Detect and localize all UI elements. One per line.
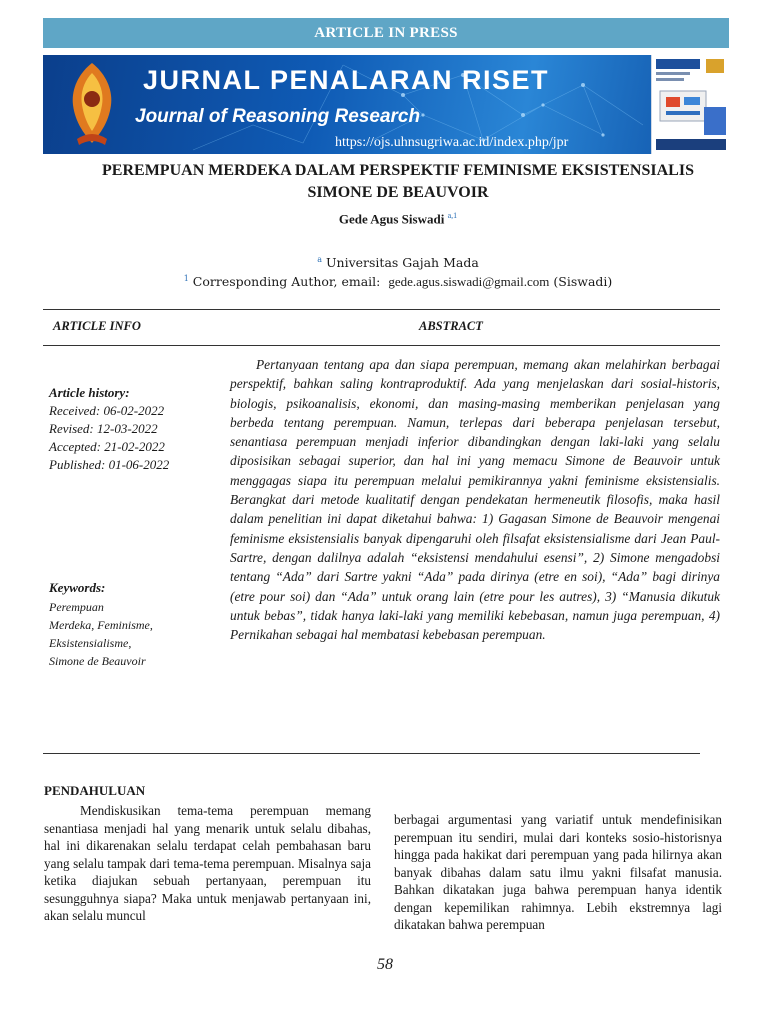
corresponding-name: (Siswadi) bbox=[553, 274, 613, 290]
journal-title: JURNAL PENALARAN RISET bbox=[143, 65, 550, 95]
page-number: 58 bbox=[377, 956, 393, 973]
article-info-heading: ARTICLE INFO bbox=[53, 319, 141, 333]
keywords-label: Keywords: bbox=[49, 580, 106, 595]
keywords-list bbox=[49, 598, 153, 670]
affiliation-line bbox=[60, 255, 736, 270]
corresponding-label: Corresponding Author, email: bbox=[192, 274, 381, 290]
keyword-item: Merdeka, Feminisme, bbox=[49, 618, 153, 632]
paper-title-line-1: PEREMPUAN MERDEKA DALAM PERSPEKTIF FEMINISME EKSISTENSIALIS bbox=[102, 162, 694, 179]
article-history-list bbox=[49, 402, 169, 474]
article-in-press-banner: ARTICLE IN PRESS bbox=[43, 18, 729, 48]
affiliation-name: Universitas Gajah Mada bbox=[325, 255, 479, 271]
article-history-label: Article history: bbox=[49, 385, 130, 400]
journal-banner bbox=[43, 55, 729, 154]
paper-title-line-2: SIMONE DE BEAUVOIR bbox=[307, 184, 489, 201]
corresponding-author-line bbox=[60, 274, 736, 290]
journal-url-link[interactable]: https://ojs.uhnsugriwa.ac.id/index.php/jpr bbox=[335, 135, 569, 150]
author-superscript: a,1 bbox=[447, 211, 458, 220]
divider-abstract-bottom bbox=[43, 753, 700, 754]
affiliation-superscript: a bbox=[317, 255, 322, 264]
journal-subtitle: Journal of Reasoning Research bbox=[135, 106, 421, 127]
keyword-item: Perempuan bbox=[49, 600, 104, 614]
history-received: Received: 06-02-2022 bbox=[49, 403, 165, 418]
history-published: Published: 01-06-2022 bbox=[49, 457, 170, 472]
section-heading-pendahuluan: PENDAHULUAN bbox=[44, 783, 146, 798]
divider-header-bottom bbox=[43, 345, 720, 346]
divider-top bbox=[43, 309, 720, 310]
body-column-right: berbagai argumentasi yang variatif untuk mendefinisikan perempuan itu sendiri, mulai dari konteks sosio-historisnya hingga pada hakikat dari perempuan yang pada hilirnya akan banyak dibahas dalam satu ilmu yakni filsafat manusia. Bahkan dikatakan juga bahwa perempuan hanya identik dengan kepemilikan rahimnya. Lebih ekstremnya lagi dikatakan bahwa perempuan bbox=[394, 812, 722, 932]
author-email-link[interactable]: gede.agus.siswadi@gmail.com bbox=[388, 274, 550, 290]
abstract-text: Pertanyaan tentang apa dan siapa perempuan, memang akan melahirkan berbagai perspektif, bahkan saling kontraproduktif. Ada yang menjelaskan dari sosial-historis, biologis, psikoanalisis, ekonomi, dan masing-masing memberikan penjelasan yang berbeda tentang perempuan. Namun, terlepas dari beberapa penjelasan tersebut, senantiasa perempuan menjadi inferior dibandingkan dengan laki-laki yang selalu diposisikan sebagai superior, dan hal ini yang memacu Simone de Beauvoir untuk menggagas siapa itu perempuan melalui pemikirannya yakni feminisme eksistensialis. Berangkat dari metode kualitatif dengan pendekatan hermeneutik filosofis, maka hasil dalam penelitian ini dapat diketahui bahwa: 1) Gagasan Simone de Beauvoir mengenai feminisme eksistensialis banyak dipengaruhi oleh filsafat eksistensialisme dari Jean Paul-Sartre, dengan dalilnya adalah “eksistensi mendahului esensi”, 2) Simone mengadobsi tentang “Ada” dari Sartre yakni “Ada” pada dirinya (etre en soi), “Ada” bagi dirinya (etre pour soi) dan “Ada” untuk orang lain (etre pour les autres), 3) “Manusia dikutuk untuk bebas”, tidak hanya laki-laki yang memiliki kebebasan, namun juga perempuan, 4) Pernikahan sebagai hal membatasi kebebasan perempuan. bbox=[230, 357, 720, 643]
history-accepted: Accepted: 21-02-2022 bbox=[49, 439, 165, 454]
university-emblem-icon bbox=[57, 59, 127, 149]
paper-title bbox=[60, 160, 736, 204]
journal-cover-thumbnail bbox=[651, 55, 729, 154]
keyword-item: Simone de Beauvoir bbox=[49, 654, 146, 668]
author-line bbox=[60, 211, 736, 227]
corresponding-superscript: 1 bbox=[183, 274, 189, 283]
body-column-left: Mendiskusikan tema-tema perempuan memang senantiasa menjadi hal yang menarik untuk selalu dibahas, hal ini dikarenakan selalu terdapat celah pembahasan baru yang selalu tampak dari tema-tema perempuan. Misalnya saja ketika diajukan sebuah pertanyaan, perempuan itu sesungguhnya siapa? Maka untuk menjawab pertanyaan ini, akan selalu muncul bbox=[44, 803, 371, 923]
abstract-heading: ABSTRACT bbox=[419, 319, 483, 333]
author-name: Gede Agus Siswadi bbox=[338, 211, 445, 227]
history-revised: Revised: 12-03-2022 bbox=[49, 421, 158, 436]
keyword-item: Eksistensialisme, bbox=[49, 636, 132, 650]
